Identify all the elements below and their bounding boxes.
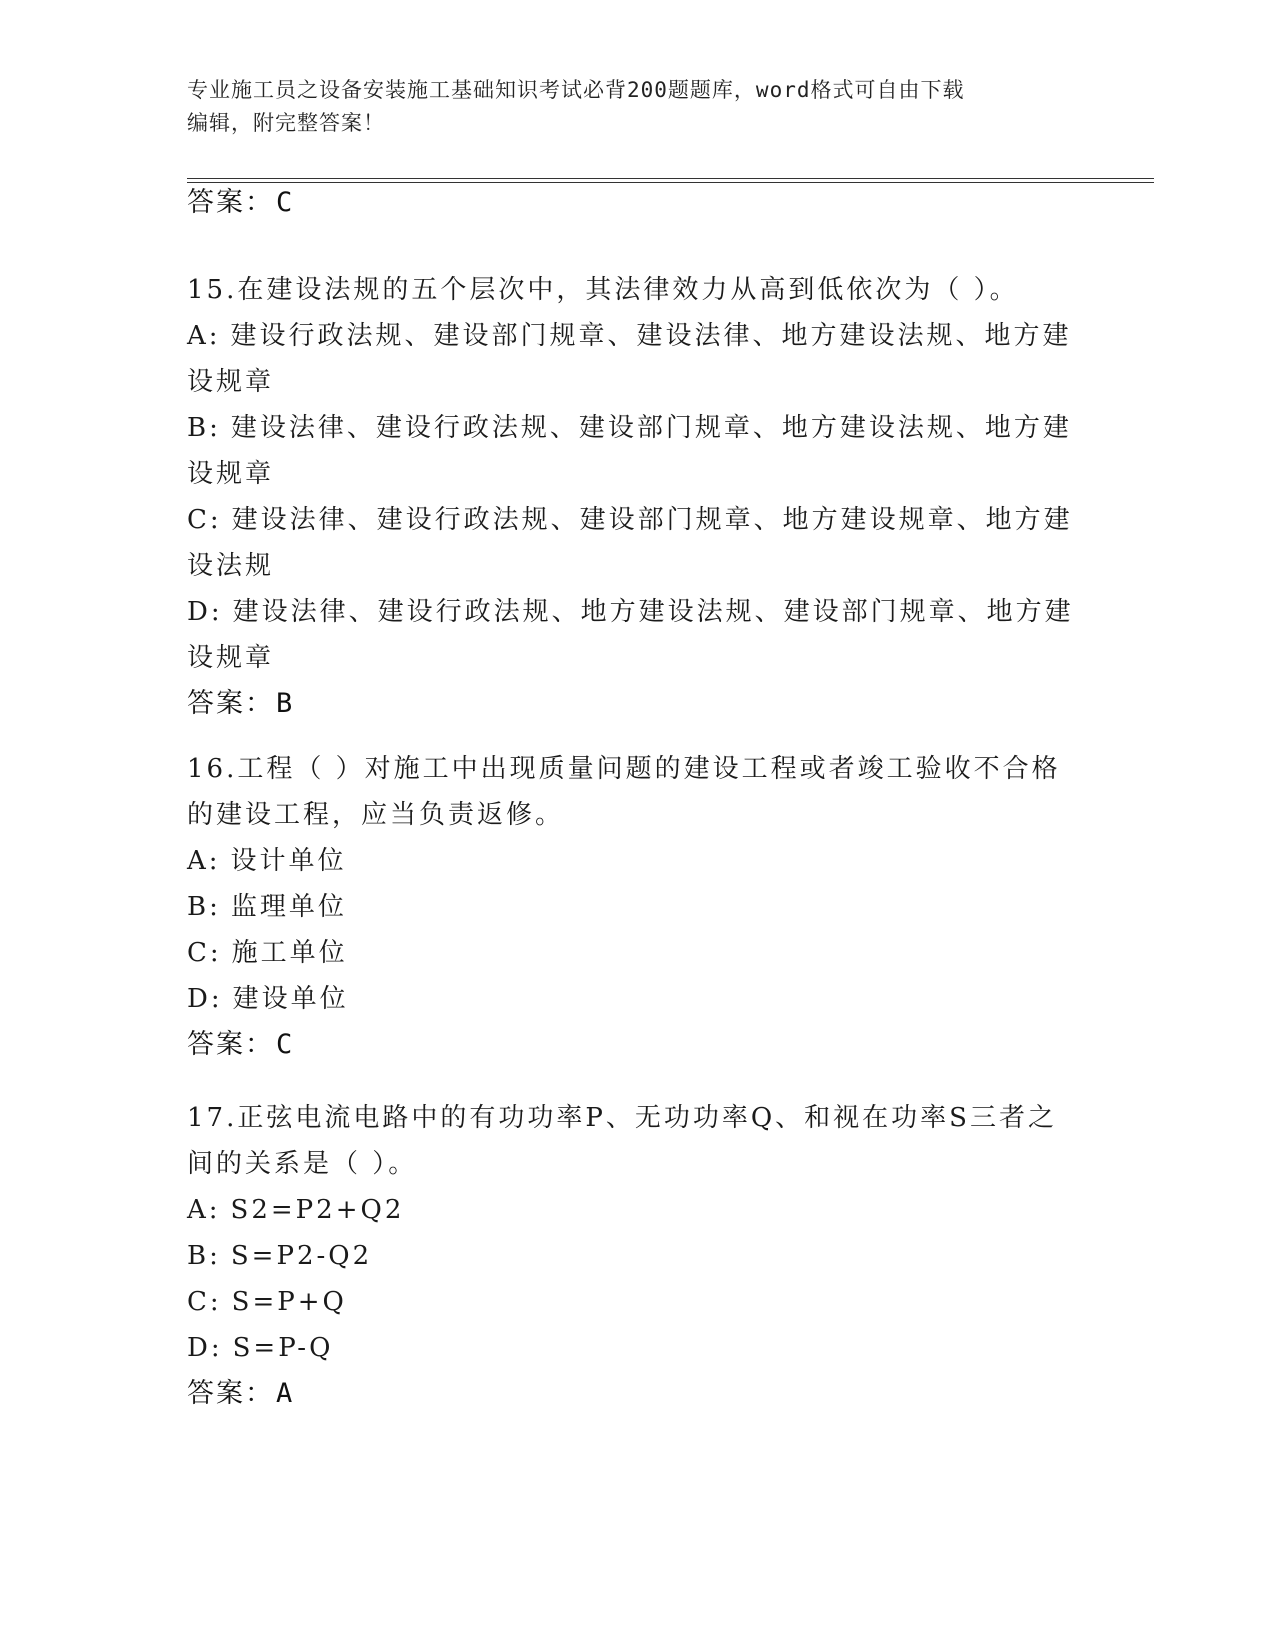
answer-label: 答案： [187,1378,274,1409]
option-a [187,1187,1087,1233]
question-stem-line: 16.工程（ ）对施工中出现质量问题的建设工程或者竣工验收不合格 [187,754,1061,784]
option-label: D: [187,1333,223,1363]
option-label: A: [187,846,221,876]
option-d-line-1 [187,589,1087,635]
option-text: 建设单位 [232,984,349,1014]
answer-label: 答案： [187,688,274,719]
option-d [187,976,1087,1022]
option-text: S=P-Q [232,1333,334,1363]
option-a [187,838,1087,884]
option-c-line-2: 设法规 [187,551,275,581]
question-stem-line: 15.在建设法规的五个层次中，其法律效力从高到低依次为（ ）。 [187,275,1019,305]
answer-line [187,1371,1087,1417]
option-label: A: [187,1195,221,1225]
answer-label: 答案： [187,187,274,218]
option-label: C: [187,505,222,535]
question-17 [187,1095,1087,1417]
option-b [187,884,1087,930]
answer-line [187,1022,1087,1068]
answer-value: C [276,1029,295,1060]
option-d-line-2: 设规章 [187,643,275,673]
option-text: 建设法律、建设行政法规、地方建设法规、建设部门规章、地方建 [232,597,1074,627]
option-text: S2=P2+Q2 [230,1195,405,1225]
answer-value: B [276,688,295,719]
prev-answer-block [187,180,1087,226]
answer-value: A [276,1378,295,1409]
option-text: S=P2-Q2 [230,1241,373,1271]
option-text: 施工单位 [231,938,348,968]
header-divider-top [187,178,1154,179]
question-15 [187,267,1087,727]
option-a-line-1 [187,313,1087,359]
option-label: D: [187,597,223,627]
page-header [187,74,1067,140]
answer-line [187,681,1087,727]
header-line-1: 专业施工员之设备安装施工基础知识考试必背200题题库，word格式可自由下载 [187,78,965,102]
option-text: 建设法律、建设行政法规、建设部门规章、地方建设法规、地方建 [230,413,1072,443]
question-16 [187,746,1087,1068]
option-label: C: [187,1287,222,1317]
answer-label: 答案： [187,1029,274,1060]
option-label: D: [187,984,223,1014]
header-line-2: 编辑，附完整答案！ [187,111,385,135]
option-c [187,1279,1087,1325]
option-text: 建设行政法规、建设部门规章、建设法律、地方建设法规、地方建 [230,321,1072,351]
option-d [187,1325,1087,1371]
option-text: 监理单位 [230,892,347,922]
option-label: B: [187,1241,221,1271]
option-label: B: [187,892,221,922]
option-text: 设计单位 [230,846,347,876]
option-text: S=P+Q [231,1287,347,1317]
answer-value: C [276,187,295,218]
option-c [187,930,1087,976]
answer-line [187,180,1087,226]
option-label: C: [187,938,222,968]
question-stem-line: 的建设工程，应当负责返修。 [187,800,565,830]
option-b [187,1233,1087,1279]
question-stem-line: 间的关系是（ ）。 [187,1149,418,1179]
question-stem-line: 17.正弦电流电路中的有功功率P、无功功率Q、和视在功率S三者之 [187,1103,1057,1133]
option-b-line-2: 设规章 [187,459,275,489]
option-label: A: [187,321,221,351]
option-text: 建设法律、建设行政法规、建设部门规章、地方建设规章、地方建 [231,505,1073,535]
option-c-line-1 [187,497,1087,543]
option-a-line-2: 设规章 [187,367,275,397]
option-label: B: [187,413,221,443]
option-b-line-1 [187,405,1087,451]
